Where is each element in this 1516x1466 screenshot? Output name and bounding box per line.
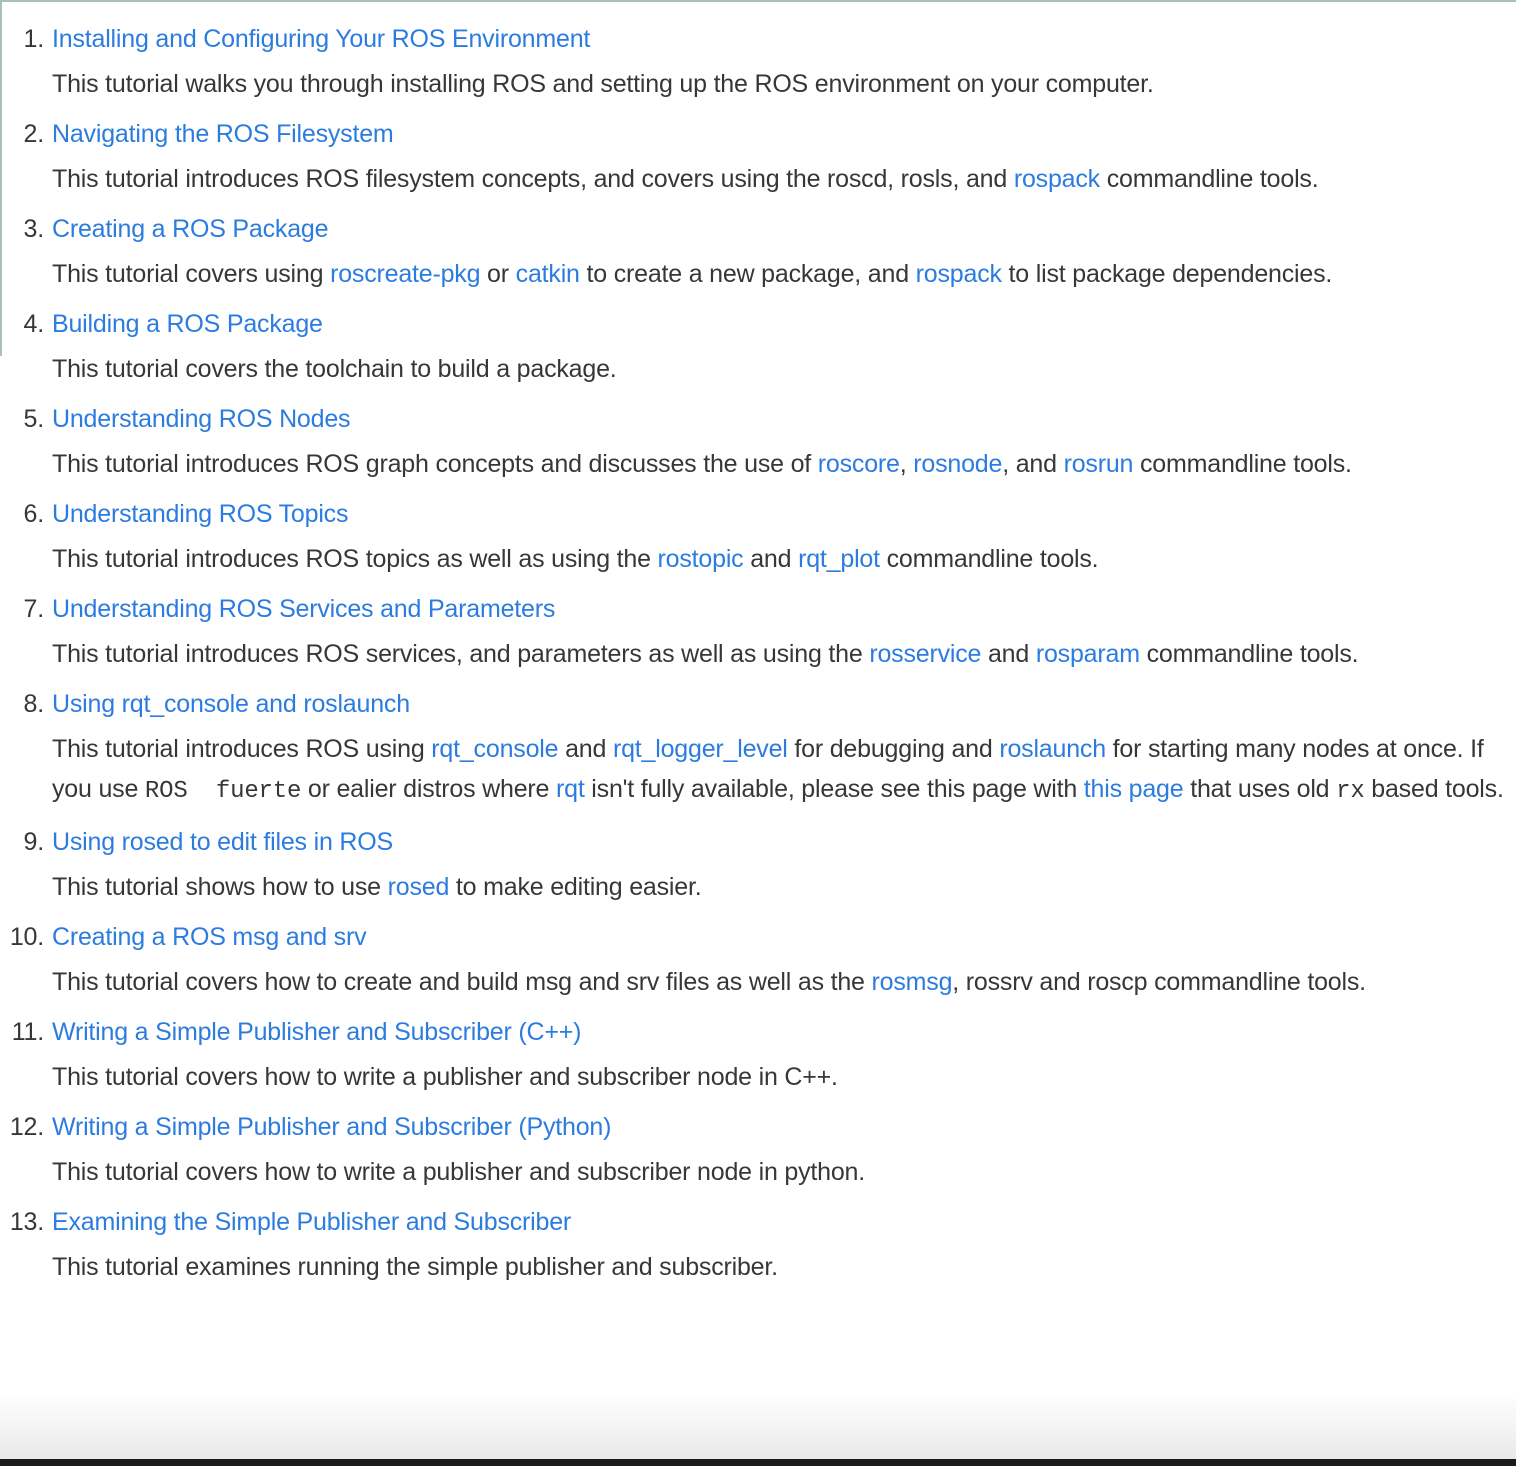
description-text: This tutorial covers how to write a publisher and subscriber node in C++. bbox=[52, 1063, 838, 1091]
item-number: 2. bbox=[23, 120, 44, 148]
description-text: , and bbox=[1002, 450, 1064, 478]
description-text: , rossrv and roscp commandline tools. bbox=[952, 968, 1366, 996]
tutorial-item bbox=[0, 1007, 1512, 1102]
item-number: 3. bbox=[23, 215, 44, 243]
inline-link[interactable]: rosed bbox=[387, 873, 450, 901]
inline-link[interactable]: rqt_plot bbox=[798, 545, 880, 573]
tutorial-description bbox=[52, 634, 1506, 674]
inline-link[interactable]: rosmsg bbox=[871, 968, 953, 996]
description-text: commandline tools. bbox=[1139, 640, 1359, 668]
tutorial-title-link[interactable]: Writing a Simple Publisher and Subscriber (C++) bbox=[52, 1018, 582, 1046]
item-number: 10. bbox=[9, 923, 44, 951]
tutorial-item bbox=[0, 299, 1512, 394]
item-title bbox=[52, 494, 1506, 534]
tutorial-description bbox=[52, 867, 1506, 907]
tutorial-item bbox=[0, 584, 1512, 679]
description-text: and bbox=[743, 545, 799, 573]
description-text: for starting many nodes at once. If you use bbox=[52, 735, 1484, 803]
tutorial-item bbox=[0, 14, 1512, 109]
item-body bbox=[52, 1102, 1512, 1197]
description-text: This tutorial covers how to create and build msg and srv files as well as the bbox=[52, 968, 872, 996]
item-number: 12. bbox=[9, 1113, 44, 1141]
description-text: This tutorial introduces ROS using bbox=[52, 735, 432, 763]
description-text: This tutorial covers using bbox=[52, 260, 331, 288]
item-number: 7. bbox=[23, 595, 44, 623]
tutorial-description bbox=[52, 444, 1506, 484]
item-body bbox=[52, 1007, 1512, 1102]
item-title bbox=[52, 1012, 1506, 1052]
tutorial-item bbox=[0, 394, 1512, 489]
tutorial-title-link[interactable]: Understanding ROS Topics bbox=[52, 500, 349, 528]
item-title bbox=[52, 684, 1506, 724]
item-body bbox=[52, 584, 1512, 679]
item-number: 8. bbox=[23, 690, 44, 718]
description-text: or ealier distros where bbox=[301, 775, 556, 803]
item-title bbox=[52, 304, 1506, 344]
description-text: based tools. bbox=[1364, 775, 1504, 803]
item-title bbox=[52, 1202, 1506, 1242]
item-number: 6. bbox=[23, 500, 44, 528]
inline-link[interactable]: rqt_logger_level bbox=[612, 735, 788, 763]
description-text: commandline tools. bbox=[1133, 450, 1352, 478]
item-title bbox=[52, 19, 1506, 59]
item-title bbox=[52, 114, 1506, 154]
description-text: commandline tools. bbox=[879, 545, 1099, 573]
tutorial-item bbox=[0, 912, 1512, 1007]
item-number: 4. bbox=[23, 310, 44, 338]
tutorial-title-link[interactable]: Navigating the ROS Filesystem bbox=[52, 120, 394, 148]
description-text: isn't fully available, please see this page with bbox=[584, 775, 1084, 803]
description-text: This tutorial introduces ROS graph concepts and discusses the use of bbox=[52, 450, 818, 478]
tutorial-item bbox=[0, 1197, 1512, 1292]
tutorial-title-link[interactable]: Examining the Simple Publisher and Subscriber bbox=[52, 1208, 572, 1236]
inline-link[interactable]: roslaunch bbox=[999, 735, 1106, 763]
item-number: 1. bbox=[23, 25, 44, 53]
tutorial-item bbox=[0, 489, 1512, 584]
tutorial-title-link[interactable]: Using rqt_console and roslaunch bbox=[52, 690, 410, 718]
inline-link[interactable]: rosservice bbox=[869, 640, 982, 668]
tutorial-title-link[interactable]: Using rosed to edit files in ROS bbox=[52, 828, 393, 856]
tutorial-description bbox=[52, 349, 1506, 389]
inline-link[interactable]: rosrun bbox=[1063, 450, 1134, 478]
tutorial-title-link[interactable]: Writing a Simple Publisher and Subscriber (Python) bbox=[52, 1113, 612, 1141]
description-text: to list package dependencies. bbox=[1001, 260, 1333, 288]
description-text: This tutorial walks you through installing ROS and setting up the ROS environment on your computer. bbox=[52, 70, 1154, 98]
item-title bbox=[52, 1107, 1506, 1147]
description-text: , bbox=[899, 450, 914, 478]
inline-link[interactable]: catkin bbox=[515, 260, 580, 288]
inline-link[interactable]: rosnode bbox=[913, 450, 1003, 478]
description-text: This tutorial introduces ROS topics as well as using the bbox=[52, 545, 658, 573]
inline-link[interactable]: roscore bbox=[817, 450, 900, 478]
tutorial-description bbox=[52, 254, 1506, 294]
description-text: and bbox=[558, 735, 613, 763]
tutorial-title-link[interactable]: Creating a ROS Package bbox=[52, 215, 329, 243]
tutorial-item bbox=[0, 679, 1512, 817]
bottom-window-edge bbox=[0, 1459, 1516, 1466]
description-text: This tutorial examines running the simple publisher and subscriber. bbox=[52, 1253, 778, 1281]
item-body bbox=[52, 1197, 1512, 1292]
tutorial-description bbox=[52, 1152, 1506, 1192]
tutorial-item bbox=[0, 1102, 1512, 1197]
tutorial-description bbox=[52, 539, 1506, 579]
description-text: to make editing easier. bbox=[449, 873, 702, 901]
inline-link[interactable]: this page bbox=[1083, 775, 1184, 803]
tutorial-title-link[interactable]: Understanding ROS Services and Parameters bbox=[52, 595, 556, 623]
description-text: This tutorial introduces ROS services, and parameters as well as using the bbox=[52, 640, 870, 668]
description-text: that uses old bbox=[1183, 775, 1337, 803]
description-text: This tutorial introduces ROS filesystem concepts, and covers using the roscd, rosls, and bbox=[52, 165, 1014, 193]
description-text: and bbox=[981, 640, 1036, 668]
item-body bbox=[52, 817, 1512, 912]
item-title bbox=[52, 589, 1506, 629]
tutorial-description bbox=[52, 1247, 1506, 1287]
tutorial-description bbox=[52, 159, 1506, 199]
inline-link[interactable]: rqt bbox=[555, 775, 585, 803]
inline-link[interactable]: rostopic bbox=[657, 545, 744, 573]
description-text: for debugging and bbox=[787, 735, 1000, 763]
item-number: 11. bbox=[11, 1018, 44, 1046]
item-title bbox=[52, 399, 1506, 439]
item-body bbox=[52, 489, 1512, 584]
item-number: 9. bbox=[23, 828, 44, 856]
description-text: commandline tools. bbox=[1099, 165, 1319, 193]
tutorial-item bbox=[0, 817, 1512, 912]
inline-link[interactable]: rospack bbox=[915, 260, 1002, 288]
tutorial-title-link[interactable]: Building a ROS Package bbox=[52, 310, 323, 338]
item-title bbox=[52, 822, 1506, 862]
item-body bbox=[52, 204, 1512, 299]
item-title bbox=[52, 917, 1506, 957]
description-text: or bbox=[480, 260, 516, 288]
tutorial-description bbox=[52, 64, 1506, 104]
item-body bbox=[52, 14, 1512, 109]
tutorial-description bbox=[52, 729, 1506, 812]
inline-link[interactable]: rospack bbox=[1013, 165, 1100, 193]
item-body bbox=[52, 109, 1512, 204]
description-text: to create a new package, and bbox=[579, 260, 916, 288]
item-number: 13. bbox=[9, 1208, 44, 1236]
top-border bbox=[0, 0, 1516, 2]
tutorial-title-link[interactable]: Understanding ROS Nodes bbox=[52, 405, 351, 433]
description-text: This tutorial covers the toolchain to build a package. bbox=[52, 355, 617, 383]
left-border bbox=[0, 0, 2, 356]
item-body bbox=[52, 299, 1512, 394]
tutorial-item bbox=[0, 109, 1512, 204]
description-text: This tutorial shows how to use bbox=[52, 873, 388, 901]
item-body bbox=[52, 912, 1512, 1007]
code-span: ROS fuerte bbox=[144, 778, 302, 805]
item-title bbox=[52, 209, 1506, 249]
code-span: rx bbox=[1336, 778, 1365, 805]
item-number: 5. bbox=[23, 405, 44, 433]
tutorial-item bbox=[0, 204, 1512, 299]
item-body bbox=[52, 679, 1512, 817]
inline-link[interactable]: rosparam bbox=[1035, 640, 1140, 668]
bottom-gradient bbox=[0, 1393, 1516, 1459]
description-text: This tutorial covers how to write a publisher and subscriber node in python. bbox=[52, 1158, 866, 1186]
inline-link[interactable]: roscreate-pkg bbox=[330, 260, 481, 288]
inline-link[interactable]: rqt_console bbox=[431, 735, 559, 763]
tutorial-title-link[interactable]: Installing and Configuring Your ROS Environment bbox=[52, 25, 591, 53]
tutorial-title-link[interactable]: Creating a ROS msg and srv bbox=[52, 923, 367, 951]
tutorial-description bbox=[52, 962, 1506, 1002]
item-body bbox=[52, 394, 1512, 489]
tutorial-description bbox=[52, 1057, 1506, 1097]
